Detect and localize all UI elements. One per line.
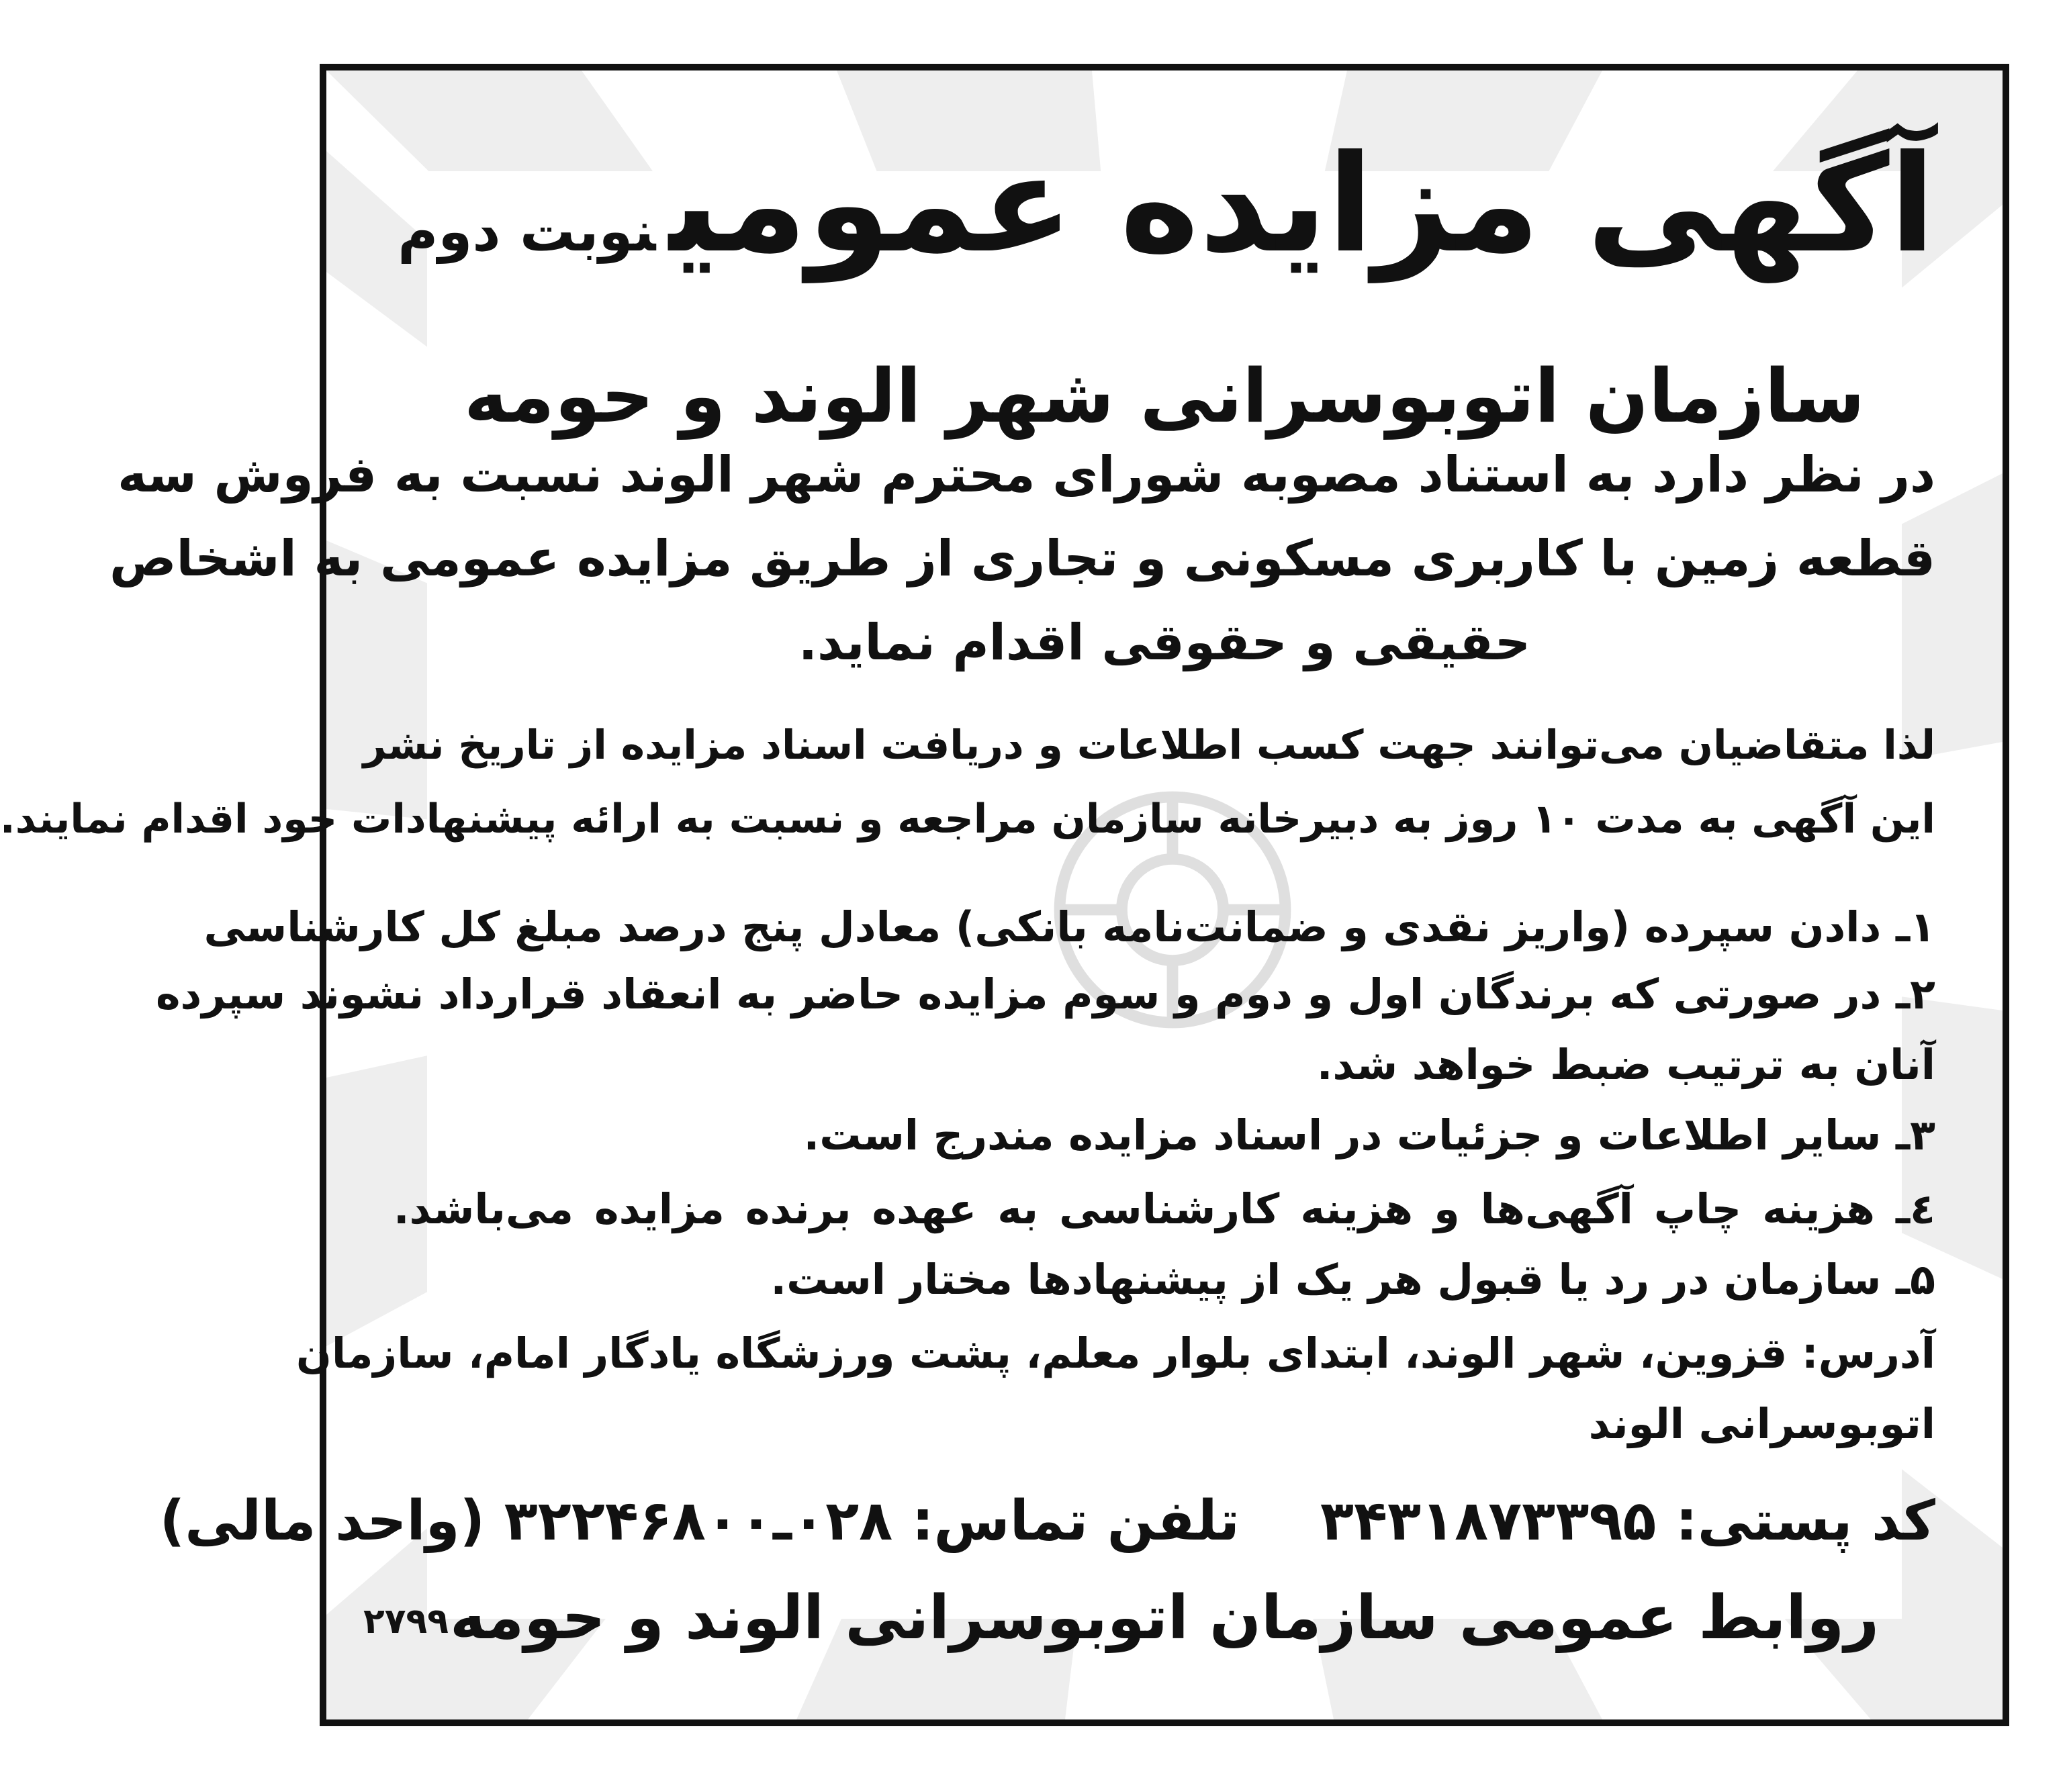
notice-round: نوبت دوم bbox=[398, 200, 656, 264]
postal-code: کد پستی: ۳۴۳۱۸۷۳۳۹۵ bbox=[1320, 1489, 1935, 1553]
condition-item-1: ۱ـ دادن سپرده (واریز نقدی و ضمانت‌نامه بانکی) معادل پنج درصد مبلغ کل کارشناسی bbox=[203, 902, 1935, 951]
ad-code: ۲۷۹۹ bbox=[363, 1601, 449, 1642]
condition-item-4: ٤ـ هزینه چاپ آگهی‌ها و هزینه کارشناسی به عهده برنده مزایده می‌باشد. bbox=[394, 1184, 1935, 1233]
address-line: اتوبوسرانی الوند bbox=[1588, 1399, 1935, 1448]
signature: روابط عمومی سازمان اتوبوسرانی الوند و حومه bbox=[449, 1583, 1880, 1653]
notice-frame bbox=[0, 64, 2009, 1726]
phone-number: تلفن تماس: ۰۲۸ـ۳۲۲۴۶۸۰۰ (واحد مالی) bbox=[159, 1489, 1240, 1553]
condition-item-2-cont: آنان به ترتیب ضبط خواهد شد. bbox=[1316, 1040, 1935, 1089]
address-line: آدرس: قزوین، شهر الوند، ابتدای بلوار معلم، پشت ورزشگاه یادگار امام، سازمان bbox=[295, 1329, 1935, 1378]
title-row bbox=[398, 126, 1935, 283]
applicants-line: این آگهی به مدت ۱۰ روز به دبیرخانه سازمان مراجعه و نسبت به ارائه پیشنهادات خود اقدام نمایند. bbox=[0, 796, 1935, 843]
intro-line: در نظر دارد به استناد مصوبه شورای محترم شهر الوند نسبت به فروش سه bbox=[118, 446, 1935, 504]
applicants-line: لذا متقاضیان می‌توانند جهت کسب اطلاعات و دریافت اسناد مزایده از تاریخ نشر bbox=[363, 722, 1935, 769]
intro-line: قطعه زمین با کاربری مسکونی و تجاری از طریق مزایده عمومی به اشخاص bbox=[109, 530, 1935, 587]
organization-name: سازمان اتوبوسرانی شهر الوند و حومه bbox=[463, 353, 1866, 439]
intro-line: حقیقی و حقوقی اقدام نماید. bbox=[798, 614, 1531, 671]
notice-title: آگهی مزایده عمومی bbox=[669, 126, 1935, 283]
contact-row bbox=[159, 1489, 1935, 1553]
condition-item-5: ۵ـ سازمان در رد یا قبول هر یک از پیشنهادها مختار است. bbox=[770, 1255, 1935, 1304]
condition-item-2: ۲ـ در صورتی که برندگان اول و دوم و سوم مزایده حاضر به انعقاد قرارداد نشوند سپرده bbox=[155, 970, 1935, 1019]
condition-item-3: ۳ـ سایر اطلاعات و جزئیات در اسناد مزایده مندرج است. bbox=[803, 1111, 1935, 1160]
